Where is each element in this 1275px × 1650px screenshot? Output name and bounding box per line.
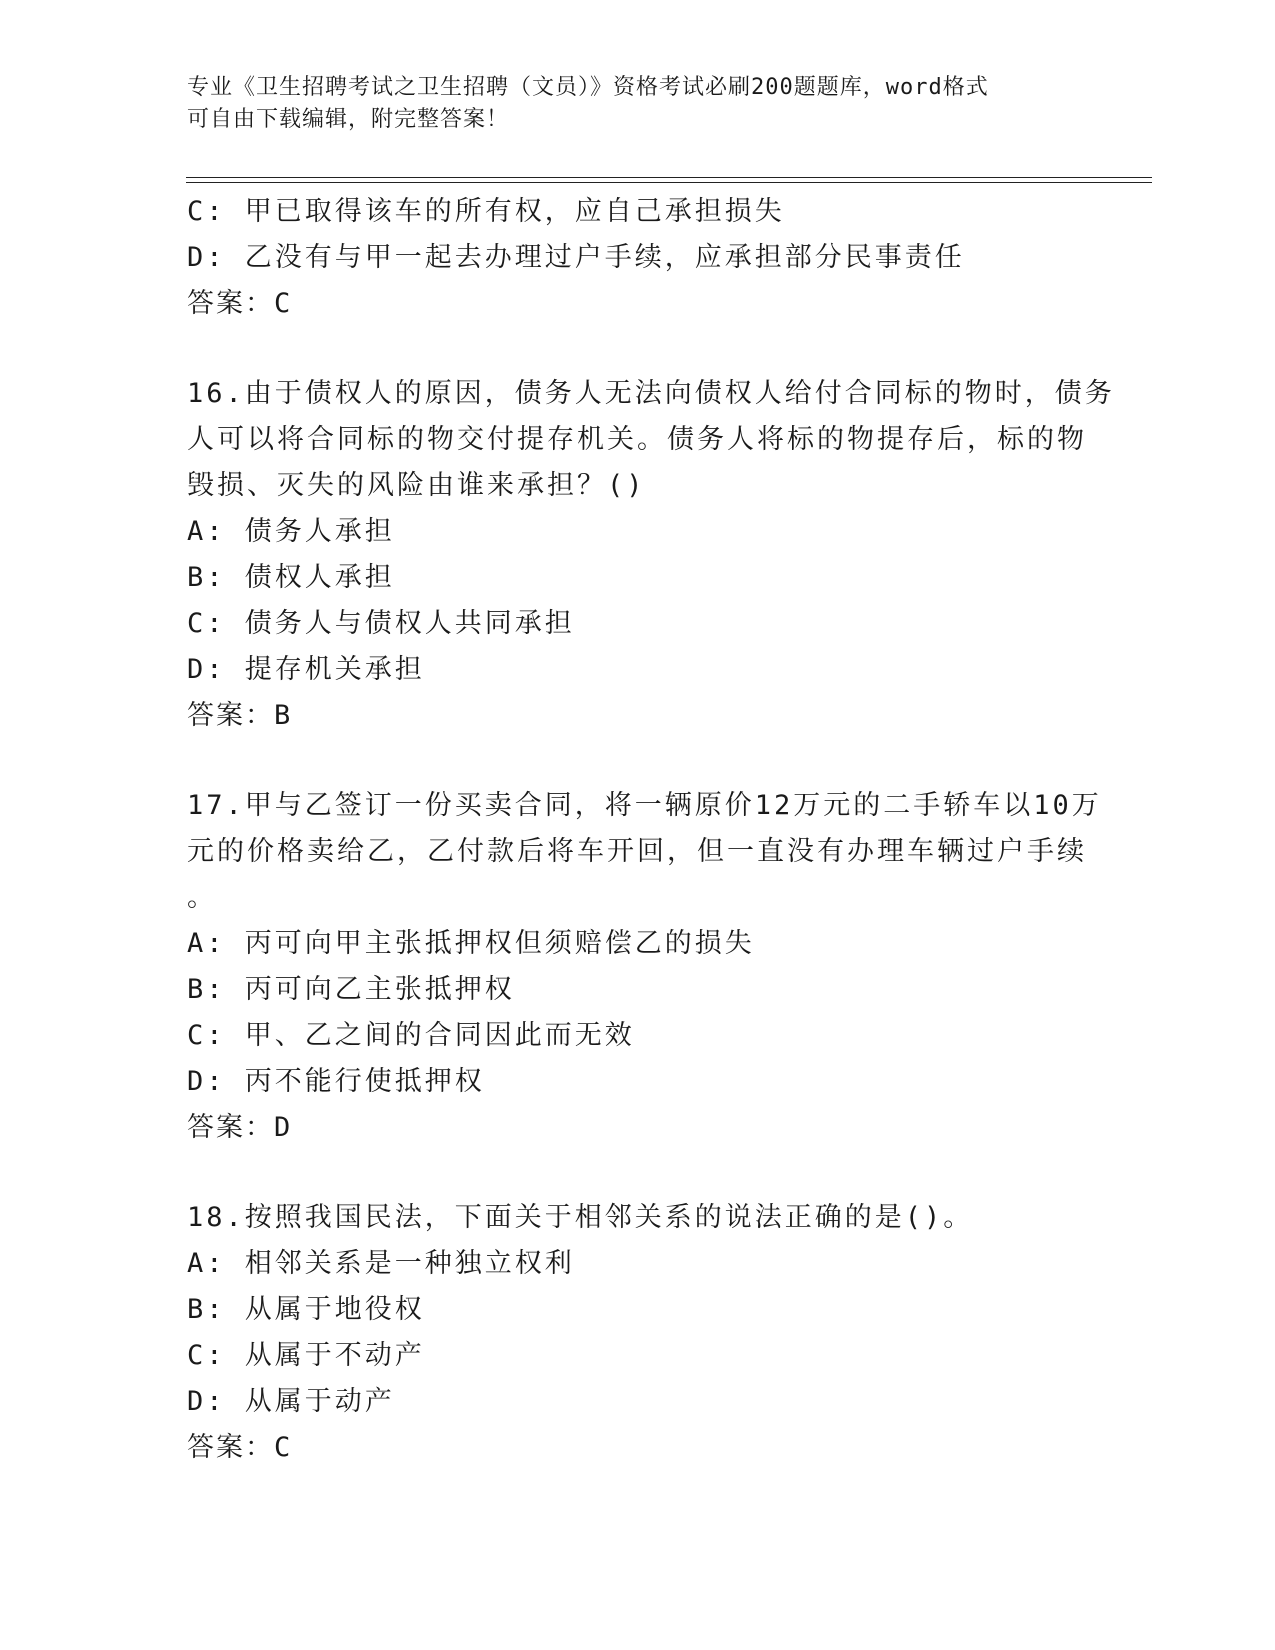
header-divider-top xyxy=(186,177,1152,178)
answer-label: 答案： xyxy=(187,1112,274,1143)
option-d: D: 乙没有与甲一起去办理过户手续，应承担部分民事责任 xyxy=(187,242,965,273)
answer-value: C xyxy=(274,1432,293,1463)
header-title-line-2: 可自由下载编辑，附完整答案！ xyxy=(187,107,510,132)
option-a: A: 丙可向甲主张抵押权但须赔偿乙的损失 xyxy=(187,928,755,959)
answer-label: 答案： xyxy=(187,1432,274,1463)
answer-line xyxy=(187,1105,1087,1151)
option-b: B: 债权人承担 xyxy=(187,562,395,593)
question-16 xyxy=(187,371,1115,739)
header-title-line-1: 专业《卫生招聘考试之卫生招聘（文员）》资格考试必刷200题题库，word格式 xyxy=(187,75,989,100)
option-b: B: 丙可向乙主张抵押权 xyxy=(187,974,515,1005)
answer-value: C xyxy=(274,288,293,319)
spacer xyxy=(187,739,1087,783)
question-stem-line: 人可以将合同标的物交付提存机关。债务人将标的物提存后，标的物 xyxy=(187,424,1087,455)
question-stem-line: 18.按照我国民法，下面关于相邻关系的说法正确的是()。 xyxy=(187,1202,974,1233)
option-b: B: 从属于地役权 xyxy=(187,1294,425,1325)
answer-value: B xyxy=(274,700,293,731)
question-stem-line: 毁损、灭失的风险由谁来承担？() xyxy=(187,470,646,501)
question-18 xyxy=(187,1195,1087,1471)
question-stem-line: 17.甲与乙签订一份买卖合同，将一辆原价12万元的二手轿车以10万 xyxy=(187,790,1102,821)
option-d: D: 从属于动产 xyxy=(187,1386,395,1417)
question-15-continued xyxy=(187,189,1087,327)
header-divider-bottom xyxy=(186,182,1152,183)
option-c: C: 甲、乙之间的合同因此而无效 xyxy=(187,1020,635,1051)
answer-line xyxy=(187,693,1087,739)
option-c: C: 甲已取得该车的所有权，应自己承担损失 xyxy=(187,196,785,227)
spacer xyxy=(187,327,1087,371)
question-stem-line: 16.由于债权人的原因，债务人无法向债权人给付合同标的物时，债务 xyxy=(187,378,1115,409)
option-c: C: 从属于不动产 xyxy=(187,1340,425,1371)
answer-label: 答案： xyxy=(187,288,274,319)
answer-line xyxy=(187,1425,1087,1471)
question-stem-line: 元的价格卖给乙，乙付款后将车开回，但一直没有办理车辆过户手续 xyxy=(187,836,1087,867)
option-c: C: 债务人与债权人共同承担 xyxy=(187,608,575,639)
option-a: A: 债务人承担 xyxy=(187,516,395,547)
answer-label: 答案： xyxy=(187,700,274,731)
option-d: D: 提存机关承担 xyxy=(187,654,425,685)
question-list xyxy=(187,189,1115,1471)
spacer xyxy=(187,1151,1087,1195)
option-a: A: 相邻关系是一种独立权利 xyxy=(187,1248,575,1279)
document-header xyxy=(187,72,1067,136)
question-stem-line: 。 xyxy=(187,882,217,913)
question-17 xyxy=(187,783,1102,1151)
answer-value: D xyxy=(274,1112,293,1143)
answer-line xyxy=(187,281,1087,327)
option-d: D: 丙不能行使抵押权 xyxy=(187,1066,485,1097)
